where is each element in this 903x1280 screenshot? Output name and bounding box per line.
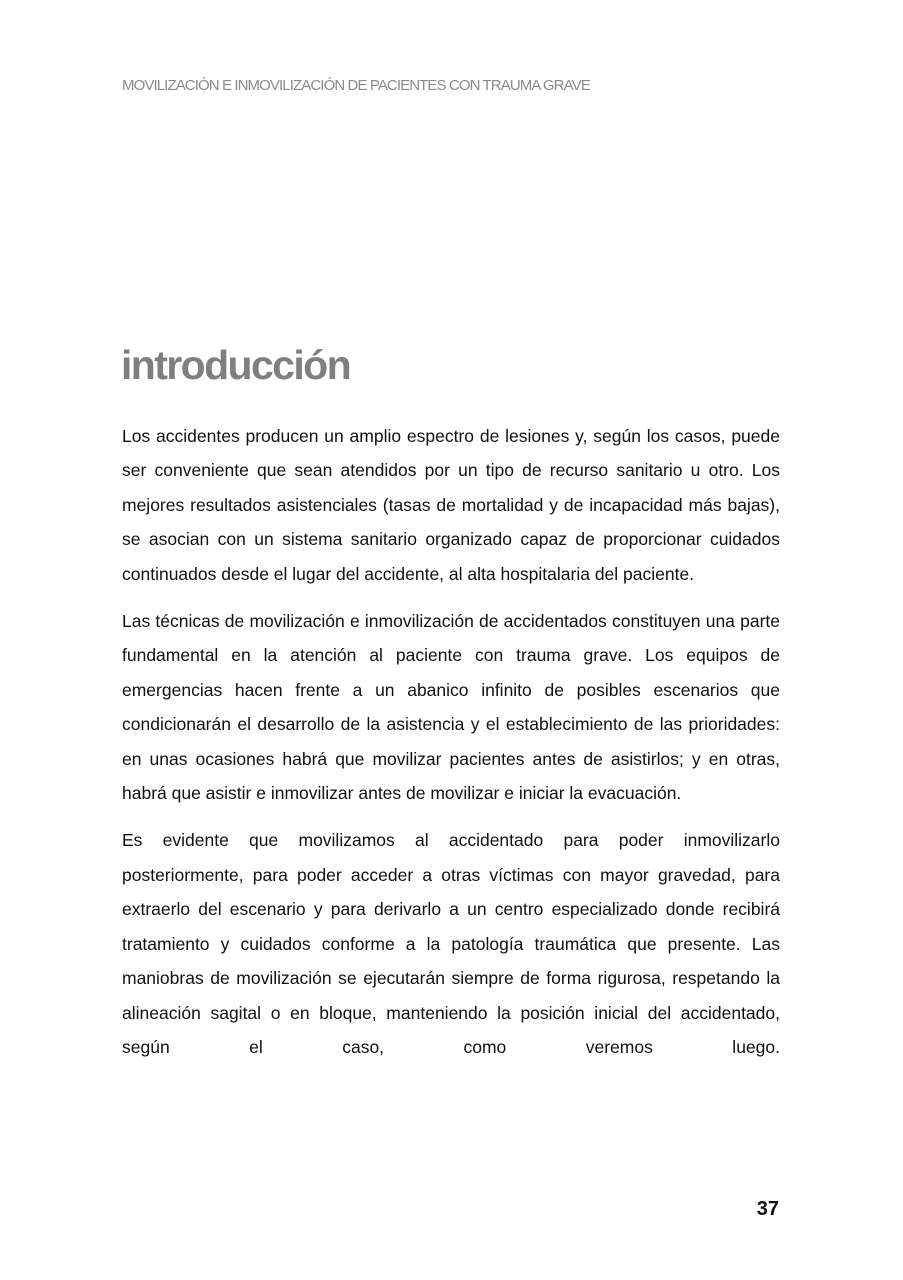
section-title: introducción [121, 342, 351, 388]
running-header: MOVILIZACIÓN E INMOVILIZACIÓN DE PACIENTES CON TRAUMA GRAVE [122, 77, 590, 94]
body-text [122, 419, 780, 1077]
paragraph-2: Las técnicas de movilización e inmovilización de accidentados constituyen una parte fundamental en la atención al paciente con trauma grave. Los equipos de emergencias hacen frente a un abanico infinito de posibles escenarios que condicionarán el desarrollo de la asistencia y el establecimiento de las prioridades: en unas ocasiones habrá que movilizar pacientes antes de asistirlos; y en otras, habrá que asistir e inmovilizar antes de movilizar e iniciar la evacuación. [122, 611, 780, 804]
paragraph-1: Los accidentes producen un amplio espectro de lesiones y, según los casos, puede ser conveniente que sean atendidos por un tipo de recurso sanitario u otro. Los mejores resultados asistenciales (tasas de mortalidad y de incapacidad más bajas), se asocian con un sistema sanitario organizado capaz de proporcionar cuidados continuados desde el lugar del accidente, al alta hospitalaria del paciente. [122, 426, 780, 584]
page-number: 37 [756, 1198, 779, 1220]
paragraph-3: Es evidente que movilizamos al accidentado para poder inmovilizarlo posteriormente, para poder acceder a otras víctimas con mayor gravedad, para extraerlo del escenario y para derivarlo a un centro especializado donde recibirá tratamiento y cuidados conforme a la patología traumática que presente. Las maniobras de movilización se ejecutarán siempre de forma rigurosa, respetando la alineación sagital o en bloque, manteniendo la posición inicial del accidentado, según el caso, como veremos luego. [122, 830, 780, 1057]
